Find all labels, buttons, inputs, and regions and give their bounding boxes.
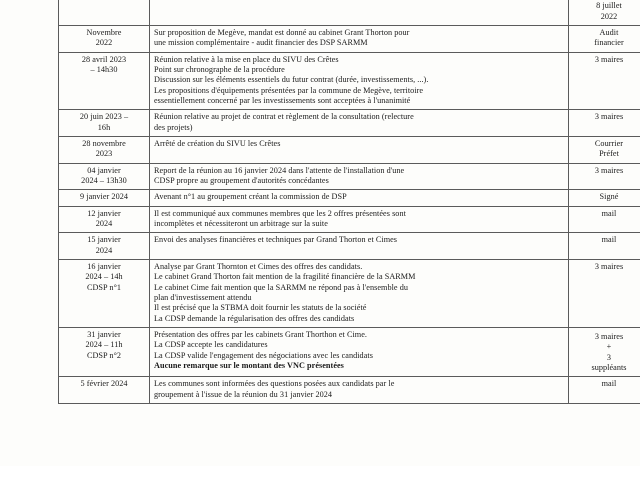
objet-line: incomplètes et nécessiteront un arbitrage sur la suite: [154, 218, 328, 228]
cell-date: [59, 0, 150, 25]
objet-line: Présentation des offres par les cabinets Grant Thorthon et Cime.: [154, 329, 367, 339]
objet-line: La CDSP accepte les candidatures: [154, 340, 268, 350]
objet-line: Point sur chronographe de la procédure: [154, 64, 285, 74]
date-line: 2023: [95, 149, 113, 159]
cell-date: [59, 327, 150, 376]
date-line: 16 janvier: [87, 261, 121, 271]
objet-line: essentiellement concerné par les investissements sont acceptées à l'unanimité: [154, 95, 411, 105]
date-line: Novembre: [86, 27, 122, 37]
objet-line: plan d'investissement attendu: [154, 292, 252, 302]
cell-sortie: [569, 377, 640, 404]
cell-sortie: [569, 136, 640, 163]
sortie-line: 3 maires: [594, 331, 624, 341]
sortie-line: +: [606, 342, 612, 352]
objet-line: Réunion relative au projet de contrat et règlement de la consultation (relecture: [154, 112, 414, 122]
sortie-line: 3 maires: [594, 165, 624, 175]
date-line: 5 février 2024: [80, 379, 128, 389]
objet-line: Les communes sont informées des questions posées aux candidats par le: [154, 379, 395, 389]
date-line: 2024 – 14h: [85, 272, 123, 282]
cell-date: [59, 206, 150, 233]
objet-line: Analyse par Grant Thornton et Cimes des offres des candidats.: [154, 261, 363, 271]
table-row: [59, 190, 640, 206]
table-row: [59, 259, 640, 327]
cell-sortie: [569, 233, 640, 260]
sortie-line: financier: [594, 38, 624, 48]
table-row: [59, 25, 640, 52]
objet-line: Envoi des analyses financières et techniques par Grand Thorton et Cimes: [154, 235, 398, 245]
objet-line: Arrêté de création du SIVU les Crêtes: [154, 138, 281, 148]
table-row: [59, 377, 640, 404]
table-row: [59, 52, 640, 110]
date-line: 2024 – 11h: [85, 340, 123, 350]
objet-line: La CDSP valide l'engagement des négociations avec les candidats: [154, 350, 373, 360]
table-body: [59, 0, 640, 403]
objet-line: Aucune remarque sur le montant des VNC présentées: [154, 360, 344, 370]
sortie-line: mail: [601, 235, 617, 245]
date-line: 04 janvier: [87, 165, 121, 175]
objet-line: Discussion sur les éléments essentiels du futur contrat (durée, investissements, ...).: [154, 75, 429, 85]
objet-line: Report de la réunion au 16 janvier 2024 dans l'attente de l'installation d'une: [154, 165, 405, 175]
date-line: 2024: [95, 218, 113, 228]
sortie-line: mail: [601, 208, 617, 218]
table-row: [59, 233, 640, 260]
cell-sortie: [569, 110, 640, 137]
sortie-line: suppléants: [591, 362, 627, 372]
cell-objet: [150, 0, 569, 25]
objet-line: Avenant n°1 au groupement créant la commission de DSP: [154, 192, 347, 202]
date-line: 9 janvier 2024: [80, 192, 128, 202]
cell-sortie: [569, 190, 640, 206]
cell-objet: [150, 190, 569, 206]
cell-date: [59, 377, 150, 404]
sortie-line: Audit: [599, 27, 619, 37]
cell-sortie: [569, 327, 640, 376]
date-line: 20 juin 2023 –: [79, 112, 129, 122]
cell-objet: [150, 327, 569, 376]
cell-sortie: [569, 259, 640, 327]
sortie-line: mail: [601, 379, 617, 389]
cell-objet: [150, 52, 569, 110]
date-line: 16h: [97, 122, 111, 132]
cell-objet: [150, 136, 569, 163]
cell-date: [59, 110, 150, 137]
objet-line: CDSP propre au groupement d'autorités concédantes: [154, 175, 329, 185]
cell-objet: [150, 206, 569, 233]
cell-sortie: [569, 52, 640, 110]
objet-line: Le cabinet Cime fait mention que la SARMM ne répond pas à l'ensemble du: [154, 282, 408, 292]
objet-line: Les propositions d'équipements présentées par la commune de Megève, territoire: [154, 85, 424, 95]
cell-sortie: [569, 25, 640, 52]
cell-objet: [150, 25, 569, 52]
cell-objet: [150, 259, 569, 327]
table-row: [59, 0, 640, 25]
sortie-line: 2022: [600, 11, 618, 21]
date-line: 15 janvier: [87, 235, 121, 245]
cell-sortie: [569, 163, 640, 190]
table-row: [59, 110, 640, 137]
sortie-line: 3 maires: [594, 261, 624, 271]
sortie-line: Signé: [599, 192, 619, 202]
date-line: 12 janvier: [87, 208, 121, 218]
table-row: [59, 327, 640, 376]
cell-date: [59, 136, 150, 163]
sortie-line: Courrier: [594, 138, 624, 148]
date-line: CDSP n°2: [86, 350, 122, 360]
sortie-line: 3 maires: [594, 54, 624, 64]
date-line: 28 novembre: [82, 138, 126, 148]
date-line: 2024 – 13h30: [81, 175, 127, 185]
cell-date: [59, 233, 150, 260]
cell-sortie: [569, 0, 640, 25]
objet-line: Réunion relative à la mise en place du SIVU des Crêtes: [154, 54, 339, 64]
cell-sortie: [569, 206, 640, 233]
objet-line: des projets): [154, 122, 193, 132]
cell-date: [59, 259, 150, 327]
cell-objet: [150, 233, 569, 260]
table-row: [59, 206, 640, 233]
objet-line: groupement à l'issue de la réunion du 31 janvier 2024: [154, 389, 333, 399]
objet-line: Il est communiqué aux communes membres que les 2 offres présentées sont: [154, 208, 406, 218]
objet-line: La CDSP demande la régularisation des offres des candidats: [154, 313, 355, 323]
objet-line: Il est précisé que la STBMA doit fournir les statuts de la société: [154, 303, 367, 313]
date-line: 31 janvier: [87, 329, 121, 339]
objet-line: une mission complémentaire - audit financier des DSP SARMM: [154, 38, 368, 48]
sortie-line: 8 juillet: [596, 1, 622, 11]
cell-objet: [150, 163, 569, 190]
cell-objet: [150, 110, 569, 137]
objet-line: Le cabinet Grand Thorton fait mention de la fragilité financière de la SARMM: [154, 272, 416, 282]
sortie-line: Préfet: [599, 149, 619, 159]
cell-objet: [150, 377, 569, 404]
date-line: – 14h30: [90, 64, 118, 74]
sortie-line: 3: [606, 352, 612, 362]
objet-line: Sur proposition de Megève, mandat est donné au cabinet Grant Thorton pour: [154, 27, 410, 37]
date-line: 2022: [95, 38, 113, 48]
table-row: [59, 163, 640, 190]
cell-date: [59, 163, 150, 190]
table-row: [59, 136, 640, 163]
cell-date: [59, 25, 150, 52]
cell-date: [59, 190, 150, 206]
date-line: 2024: [95, 245, 113, 255]
procedure-chronology-table: [58, 0, 640, 404]
date-line: 28 avril 2023: [81, 54, 127, 64]
date-line: CDSP n°1: [86, 282, 122, 292]
sortie-line: 3 maires: [594, 112, 624, 122]
cell-date: [59, 52, 150, 110]
